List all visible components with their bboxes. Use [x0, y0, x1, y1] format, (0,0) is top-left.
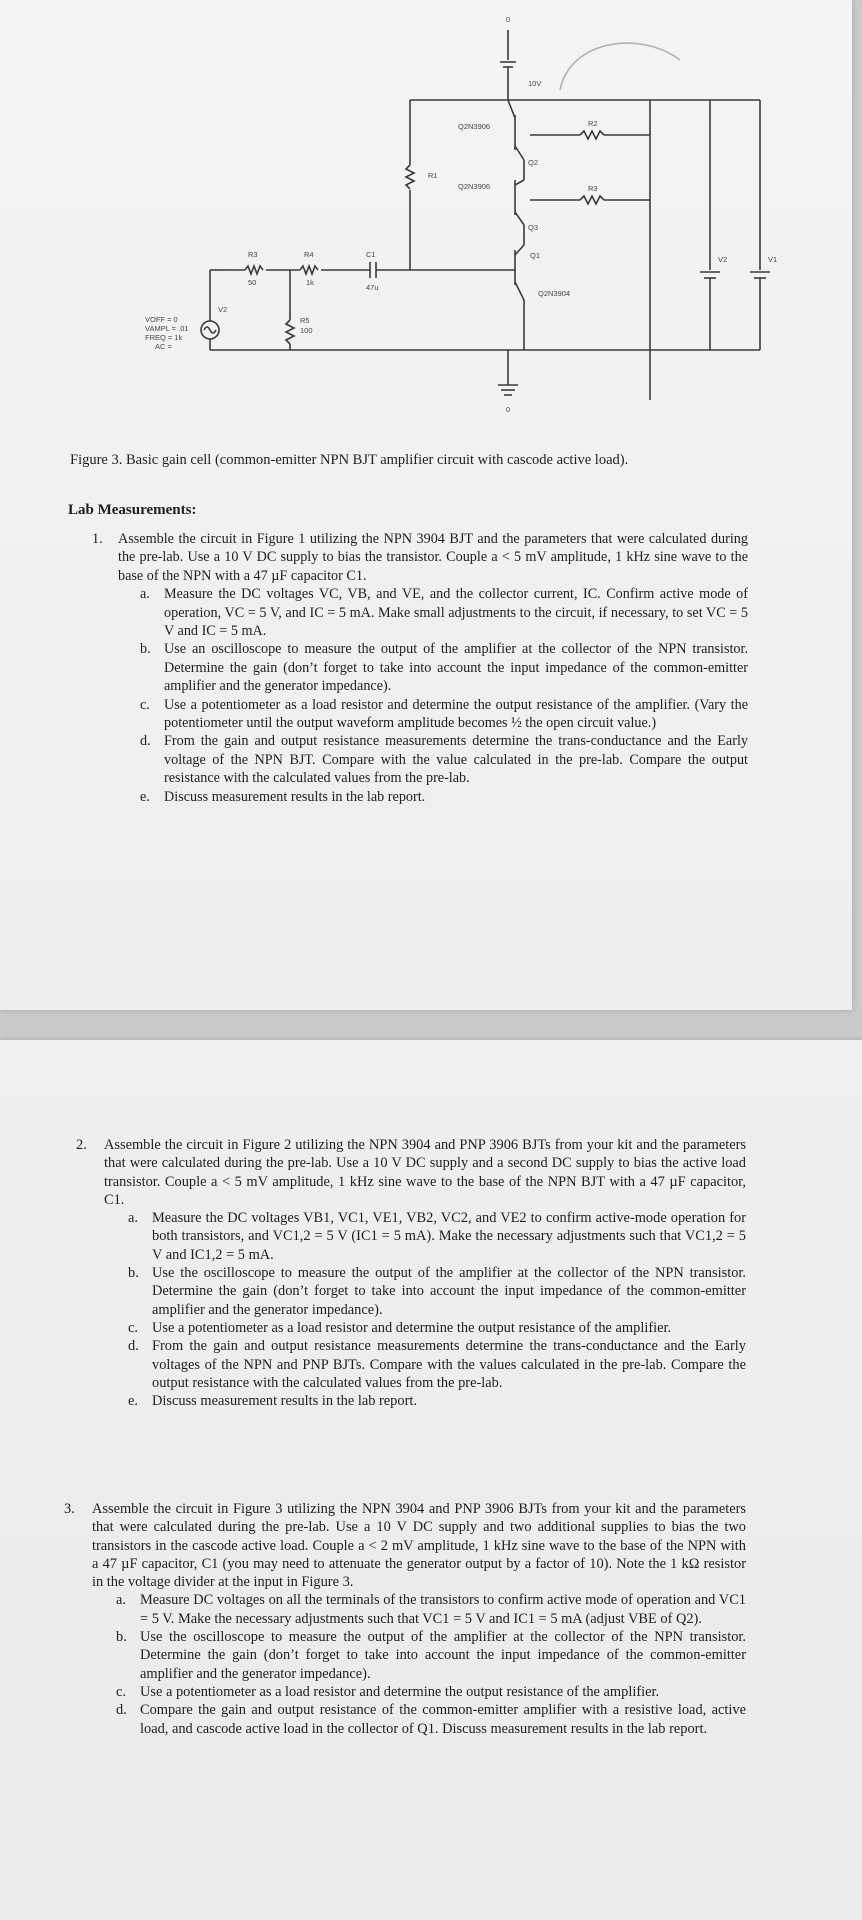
lab-measurements-heading: Lab Measurements:	[68, 502, 197, 518]
label-c1: C1	[366, 250, 376, 259]
list-item-2	[76, 1136, 746, 1410]
label-q2: Q2	[528, 158, 539, 167]
sub-item: b. Use an oscilloscope to measure the output of the amplifier at the collector of the NPN transistor. Determine the gain (don’t forget to take into account the input impedance of the common-emitter amplifier and the generator impedance).	[140, 641, 748, 695]
sub-item: b. Use the oscilloscope to measure the output of the amplifier at the collector of the NPN transistor. Determine the gain (don’t forget to take into account the input impedance of the common-emitter amplifier and the generator impedance).	[128, 1265, 746, 1318]
sub-item: c. Use a potentiometer as a load resistor and determine the output resistance of the amplifier. (Vary the potentiometer until the output waveform amplitude becomes ½ the open circuit value.)	[140, 696, 748, 732]
label-r1: R1	[428, 171, 438, 180]
label-q1: Q1	[530, 251, 541, 260]
label-r5: R5	[300, 316, 310, 325]
item-number: 1.	[92, 531, 103, 547]
sub-item: d. From the gain and output resistance measurements determine the trans-conductance and the Early voltage of the NPN BJT. Compare with the value calculated in the pre-lab. Compare the output resistance with the calculated values from the pre-lab.	[140, 733, 748, 787]
item-text: Assemble the circuit in Figure 2 utilizing the NPN 3904 and PNP 3906 BJTs from your kit and the parameters that were calculated during the pre-lab. Use a 10 V DC supply and a second DC supply to bias the active load transistor. Couple a < 5 mV amplitude, 1 kHz sine wave to the base of the NPN BJT with a 47 µF capacitor, C1.	[104, 1137, 746, 1208]
label-r4-value: 1k	[306, 278, 314, 287]
list-item-1	[92, 530, 748, 806]
sub-item: b. Use the oscilloscope to measure the output of the amplifier at the collector of the NPN transistor. Determine the gain (don’t forget to take into account the input impedance of the common-emitter amplifier and the generator impedance).	[116, 1629, 746, 1682]
sub-item: e. Discuss measurement results in the lab report.	[128, 1393, 417, 1410]
item-text: Assemble the circuit in Figure 3 utilizing the NPN 3904 and PNP 3906 BJTs from your kit and the parameters that were calculated during the pre-lab. Use a 10 V DC supply and two additional supplies to bias the two transistors in the cascode active load. Couple a < 2 mV amplitude, 1 kHz sine wave to the base of the NPN with a 47 µF capacitor, C1 (you may need to attenuate the generator output by a factor of 10). Note the 1 kΩ resistor in the voltage divider at the input in Figure 3.	[92, 1501, 746, 1591]
label-freq: FREQ = 1k	[145, 333, 183, 342]
sub-item: a. Measure the DC voltages VB1, VC1, VE1, VB2, VC2, and VE2 to confirm active-mode operation for both transistors, and VC1,2 = 5 V (IC1 = 5 mA). Make the necessary adjustments such that VC1,2 = 5 V and IC1,2 = 5 mA.	[128, 1210, 746, 1263]
label-ground: 0	[505, 405, 511, 414]
sub-item: d. Compare the gain and output resistance of the common-emitter amplifier with a resistive load, active load, and cascode active load in the collector of Q1. Discuss measurement results in the lab report.	[116, 1702, 746, 1737]
sub-item: c. Use a potentiometer as a load resistor and determine the output resistance of the amplifier.	[128, 1319, 672, 1336]
label-q4-part: Q2N3906	[458, 122, 491, 131]
label-top-node: 0	[505, 15, 511, 24]
label-q3: Q3	[528, 223, 539, 232]
item-text: Assemble the circuit in Figure 1 utilizing the NPN 3904 BJT and the parameters that were calculated during the pre-lab. Use a 10 V DC supply to bias the transistor. Couple a < 5 mV amplitude, 1 kHz sine wave to the base of the NPN with a 47 µF capacitor C1.	[118, 531, 748, 584]
label-q3-part: Q2N3906	[458, 182, 491, 191]
label-v2-battery: V2	[718, 255, 728, 264]
label-r3-right: R3	[588, 184, 598, 193]
sub-item: c. Use a potentiometer as a load resistor and determine the output resistance of the amplifier.	[116, 1683, 660, 1700]
label-r5-value: 100	[300, 326, 313, 335]
label-r3-value: 50	[248, 278, 257, 287]
label-q1-part: Q2N3904	[538, 289, 571, 298]
label-v2-source: V2	[218, 305, 228, 314]
label-r4: R4	[304, 250, 314, 259]
cascode-amplifier-schematic	[60, 0, 780, 420]
sub-item: e. Discuss measurement results in the lab report.	[140, 788, 426, 805]
label-c1-value: 47u	[366, 283, 379, 292]
sub-item: a. Measure DC voltages on all the terminals of the transistors to confirm active mode of operation and VC1 = 5 V. Make the necessary adjustments such that VC1 = 5 V and IC1 = 5 mA (adjust VBE of Q2).	[116, 1592, 746, 1627]
list-item-3	[64, 1500, 746, 1738]
sub-item: a. Measure the DC voltages VC, VB, and VE, and the collector current, IC. Confirm active mode of operation, VC = 5 V, and IC = 5 mA. Make small adjustments to the circuit, if necessary, to set VC = 5 V and IC = 5 mA.	[140, 586, 748, 640]
label-vampl: VAMPL = .01	[145, 324, 189, 333]
label-voff: VOFF = 0	[145, 315, 178, 324]
label-r2: R2	[588, 119, 598, 128]
label-v1-battery: V1	[768, 255, 778, 264]
sub-item: d. From the gain and output resistance measurements determine the trans-conductance and the Early voltages of the NPN and PNP BJTs. Compare with the values calculated in the pre-lab. Compare the output resistance with the calculated values from the pre-lab.	[128, 1338, 746, 1391]
label-r3: R3	[248, 250, 258, 259]
label-ac: AC =	[155, 342, 172, 351]
item-number: 3.	[64, 1501, 75, 1517]
figure-caption: Figure 3. Basic gain cell (common-emitter NPN BJT amplifier circuit with cascode active load).	[70, 452, 629, 468]
item-number: 2.	[76, 1137, 87, 1153]
document-page-2	[0, 1040, 862, 1920]
label-supply: 10V	[528, 79, 542, 88]
